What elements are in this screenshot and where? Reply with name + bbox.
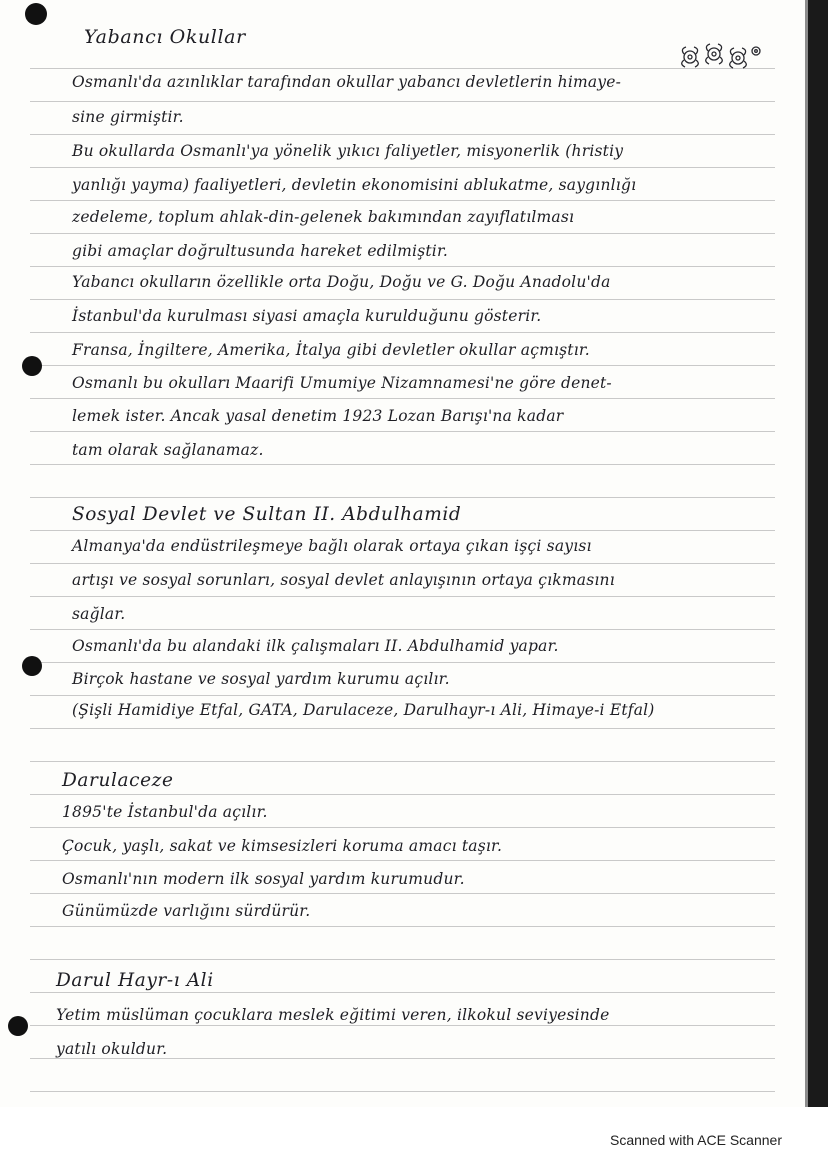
ruled-line: [30, 761, 775, 762]
note-line: yatılı okuldur.: [56, 1040, 168, 1058]
ruled-line: [30, 926, 775, 927]
section-title-darulaceze: Darulaceze: [62, 770, 174, 791]
ruled-line: [30, 464, 775, 465]
ruled-line: [30, 1025, 775, 1026]
note-line: sine girmiştir.: [72, 108, 184, 126]
ruled-line: [30, 695, 775, 696]
note-line: Günümüzde varlığını sürdürür.: [62, 902, 311, 920]
note-line: Osmanlı bu okulları Maarifi Umumiye Nizamnamesi'ne göre denet-: [72, 374, 612, 392]
ruled-line: [30, 431, 775, 432]
binder-hole: [22, 356, 42, 376]
note-line: İstanbul'da kurulması siyasi amaçla kurulduğunu gösterir.: [72, 307, 542, 325]
ruled-line: [30, 101, 775, 102]
binder-hole: [25, 3, 47, 25]
note-line: yanlığı yayma) faaliyetleri, devletin ekonomisini ablukatme, saygınlığı: [72, 176, 637, 194]
note-line: sağlar.: [72, 605, 126, 623]
ruled-line: [30, 662, 775, 663]
binder-hole: [22, 656, 42, 676]
ruled-line: [30, 299, 775, 300]
binder-hole: [8, 1016, 28, 1036]
note-line: Osmanlı'nın modern ilk sosyal yardım kurumudur.: [62, 870, 465, 888]
section-title-darul-hayr-i-ali: Darul Hayr-ı Ali: [56, 970, 214, 991]
note-line: zedeleme, toplum ahlak-din-gelenek bakımından zayıflatılması: [72, 208, 575, 226]
ruled-line: [30, 167, 775, 168]
ruled-line: [30, 134, 775, 135]
ruled-line: [30, 398, 775, 399]
note-line: Bu okullarda Osmanlı'ya yönelik yıkıcı faliyetler, misyonerlik (hristiy: [72, 142, 624, 160]
ruled-line: [30, 497, 775, 498]
ruled-line: [30, 992, 775, 993]
ruled-line: [30, 68, 775, 69]
ruled-line: [30, 596, 775, 597]
ruled-line: [30, 728, 775, 729]
note-line: Birçok hastane ve sosyal yardım kurumu açılır.: [72, 670, 450, 688]
note-line: Yetim müslüman çocuklara meslek eğitimi veren, ilkokul seviyesinde: [56, 1006, 610, 1024]
note-line: Çocuk, yaşlı, sakat ve kimsesizleri koruma amacı taşır.: [62, 837, 503, 855]
ruled-line: [30, 530, 775, 531]
note-line: Yabancı okulların özellikle orta Doğu, Doğu ve G. Doğu Anadolu'da: [72, 273, 611, 291]
ruled-line: [30, 233, 775, 234]
scanner-watermark: Scanned with ACE Scanner: [610, 1132, 782, 1148]
ruled-line: [30, 893, 775, 894]
ruled-line: [30, 959, 775, 960]
note-line: Osmanlı'da azınlıklar tarafından okullar yabancı devletlerin himaye-: [72, 73, 622, 91]
section-title-yabanci-okullar: Yabancı Okullar: [84, 26, 246, 48]
note-line: tam olarak sağlanamaz.: [72, 441, 264, 459]
ruled-line: [30, 200, 775, 201]
ruled-line: [30, 365, 775, 366]
note-line: 1895'te İstanbul'da açılır.: [62, 803, 268, 821]
ruled-line: [30, 266, 775, 267]
ruled-line: [30, 629, 775, 630]
note-line: artışı ve sosyal sorunları, sosyal devlet anlayışının ortaya çıkmasını: [72, 571, 615, 589]
note-line: Almanya'da endüstrileşmeye bağlı olarak ortaya çıkan işçi sayısı: [72, 537, 592, 555]
note-line: lemek ister. Ancak yasal denetim 1923 Lozan Barışı'na kadar: [72, 407, 564, 425]
flower-doodle-icon: [676, 42, 764, 72]
note-line: gibi amaçlar doğrultusunda hareket edilmiştir.: [72, 242, 448, 260]
scanner-edge-shadow: [808, 0, 828, 1107]
ruled-line: [30, 1058, 775, 1059]
section-title-sosyal-devlet: Sosyal Devlet ve Sultan II. Abdulhamid: [72, 504, 462, 525]
ruled-line: [30, 860, 775, 861]
note-line: Osmanlı'da bu alandaki ilk çalışmaları II. Abdulhamid yapar.: [72, 637, 559, 655]
note-line: (Şişli Hamidiye Etfal, GATA, Darulaceze, Darulhayr-ı Ali, Himaye-i Etfal): [72, 701, 655, 719]
ruled-line: [30, 794, 775, 795]
note-line: Fransa, İngiltere, Amerika, İtalya gibi devletler okullar açmıştır.: [72, 341, 590, 359]
ruled-line: [30, 563, 775, 564]
ruled-line: [30, 332, 775, 333]
ruled-line: [30, 827, 775, 828]
ruled-line: [30, 1091, 775, 1092]
